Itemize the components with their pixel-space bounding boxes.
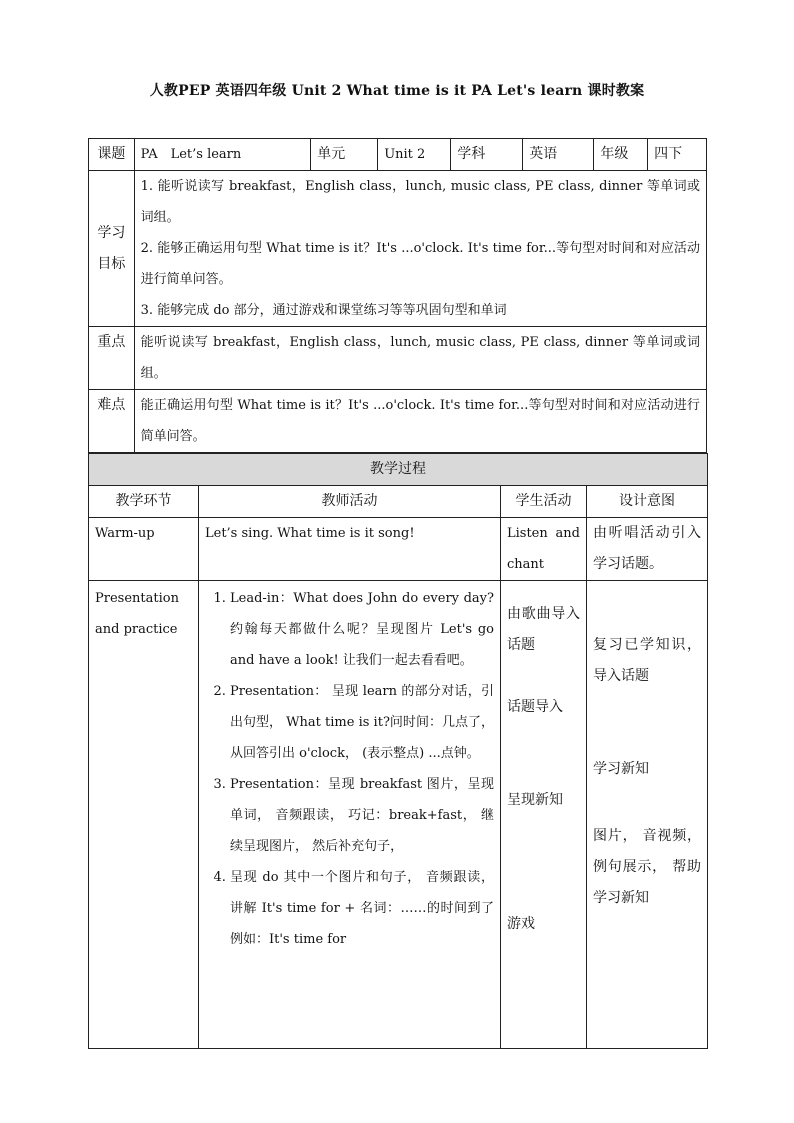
presentation-teacher (199, 581, 501, 1049)
column-header-student: 学生活动 (501, 486, 587, 518)
lesson-label: 课题 (89, 139, 135, 171)
goal-item: 1. 能听说读写 breakfast，English class，lunch, music class, PE class, dinner 等单词或词组。 (140, 179, 700, 225)
warmup-teacher: Let’s sing. What time is it song! (199, 518, 501, 581)
list-item: 学习新知 (593, 761, 649, 777)
goal-item: 3. 能够完成 do 部分，通过游戏和课堂练习等等巩固句型和单词 (140, 303, 507, 318)
key-points-label: 重点 (89, 327, 135, 390)
lesson-info-table (88, 138, 707, 453)
column-header-stage: 教学环节 (89, 486, 199, 518)
list-item: 4. 呈现 do 其中一个图片和句子， 音频跟读， 讲解 It's time for + 名词：……的时间到了例如：It's time for (230, 862, 494, 955)
warmup-stage: Warm-up (89, 518, 199, 581)
presentation-stage: Presentation and practice (89, 581, 199, 1049)
list-item: 话题导入 (507, 699, 563, 715)
unit-value: Unit 2 (378, 139, 451, 171)
list-item: 3. Presentation：呈现 breakfast 图片，呈现单词， 音频跟读， 巧记：break+fast， 继续呈现图片， 然后补充句子， (230, 769, 494, 862)
goals-content (134, 171, 706, 327)
grade-value: 四下 (648, 139, 707, 171)
goals-label-line-2: 目标 (97, 255, 126, 272)
subject-label: 学科 (451, 139, 523, 171)
unit-label: 单元 (311, 139, 378, 171)
goal-item: 2. 能够正确运用句型 What time is it？It's ...o'clock. It's time for...等句型对时间和对应活动进行简单问答。 (140, 241, 700, 287)
lesson-value: PA Let’s learn (134, 139, 311, 171)
grade-label: 年级 (594, 139, 648, 171)
list-item: 复习已学知识，导入话题 (593, 637, 701, 684)
list-item: 1. Lead-in：What does John do every day? 约翰每天都做什么呢？呈现图片 Let's go and have a look! 让我们一起去看看吧。 (230, 583, 494, 676)
warmup-student: Listen and chant (501, 518, 587, 581)
list-item: 游戏 (507, 916, 535, 932)
column-header-purpose: 设计意图 (587, 486, 708, 518)
key-points-value: 能听说读写 breakfast，English class，lunch, music class, PE class, dinner 等单词或词组。 (134, 327, 706, 390)
table-row (89, 581, 708, 1049)
warmup-purpose: 由听唱活动引入学习话题。 (587, 518, 708, 581)
column-header-teacher: 教师活动 (199, 486, 501, 518)
table-row (89, 518, 708, 581)
goals-label (89, 171, 135, 327)
teaching-process-table (88, 453, 708, 1049)
presentation-purpose (587, 581, 708, 1049)
process-heading: 教学过程 (89, 454, 708, 486)
list-item: 呈现新知 (507, 792, 563, 808)
goals-label-line-1: 学习 (97, 224, 126, 241)
document-title: 人教PEP 英语四年级 Unit 2 What time is it PA Let's learn 课时教案 (149, 83, 645, 99)
list-item: 2. Presentation： 呈现 learn 的部分对话，引出句型， What time is it?问时间：几点了， 从回答引出 o'clock， (表示整点) ...点钟。 (230, 676, 494, 769)
difficulty-label: 难点 (89, 390, 135, 453)
difficulty-value: 能正确运用句型 What time is it？It's ...o'clock. It's time for...等句型对时间和对应活动进行简单问答。 (134, 390, 706, 453)
presentation-student (501, 581, 587, 1049)
subject-value: 英语 (523, 139, 594, 171)
list-item: 由歌曲导入话题 (507, 606, 580, 653)
list-item: 图片， 音视频，例句展示， 帮助学习新知 (593, 828, 701, 906)
